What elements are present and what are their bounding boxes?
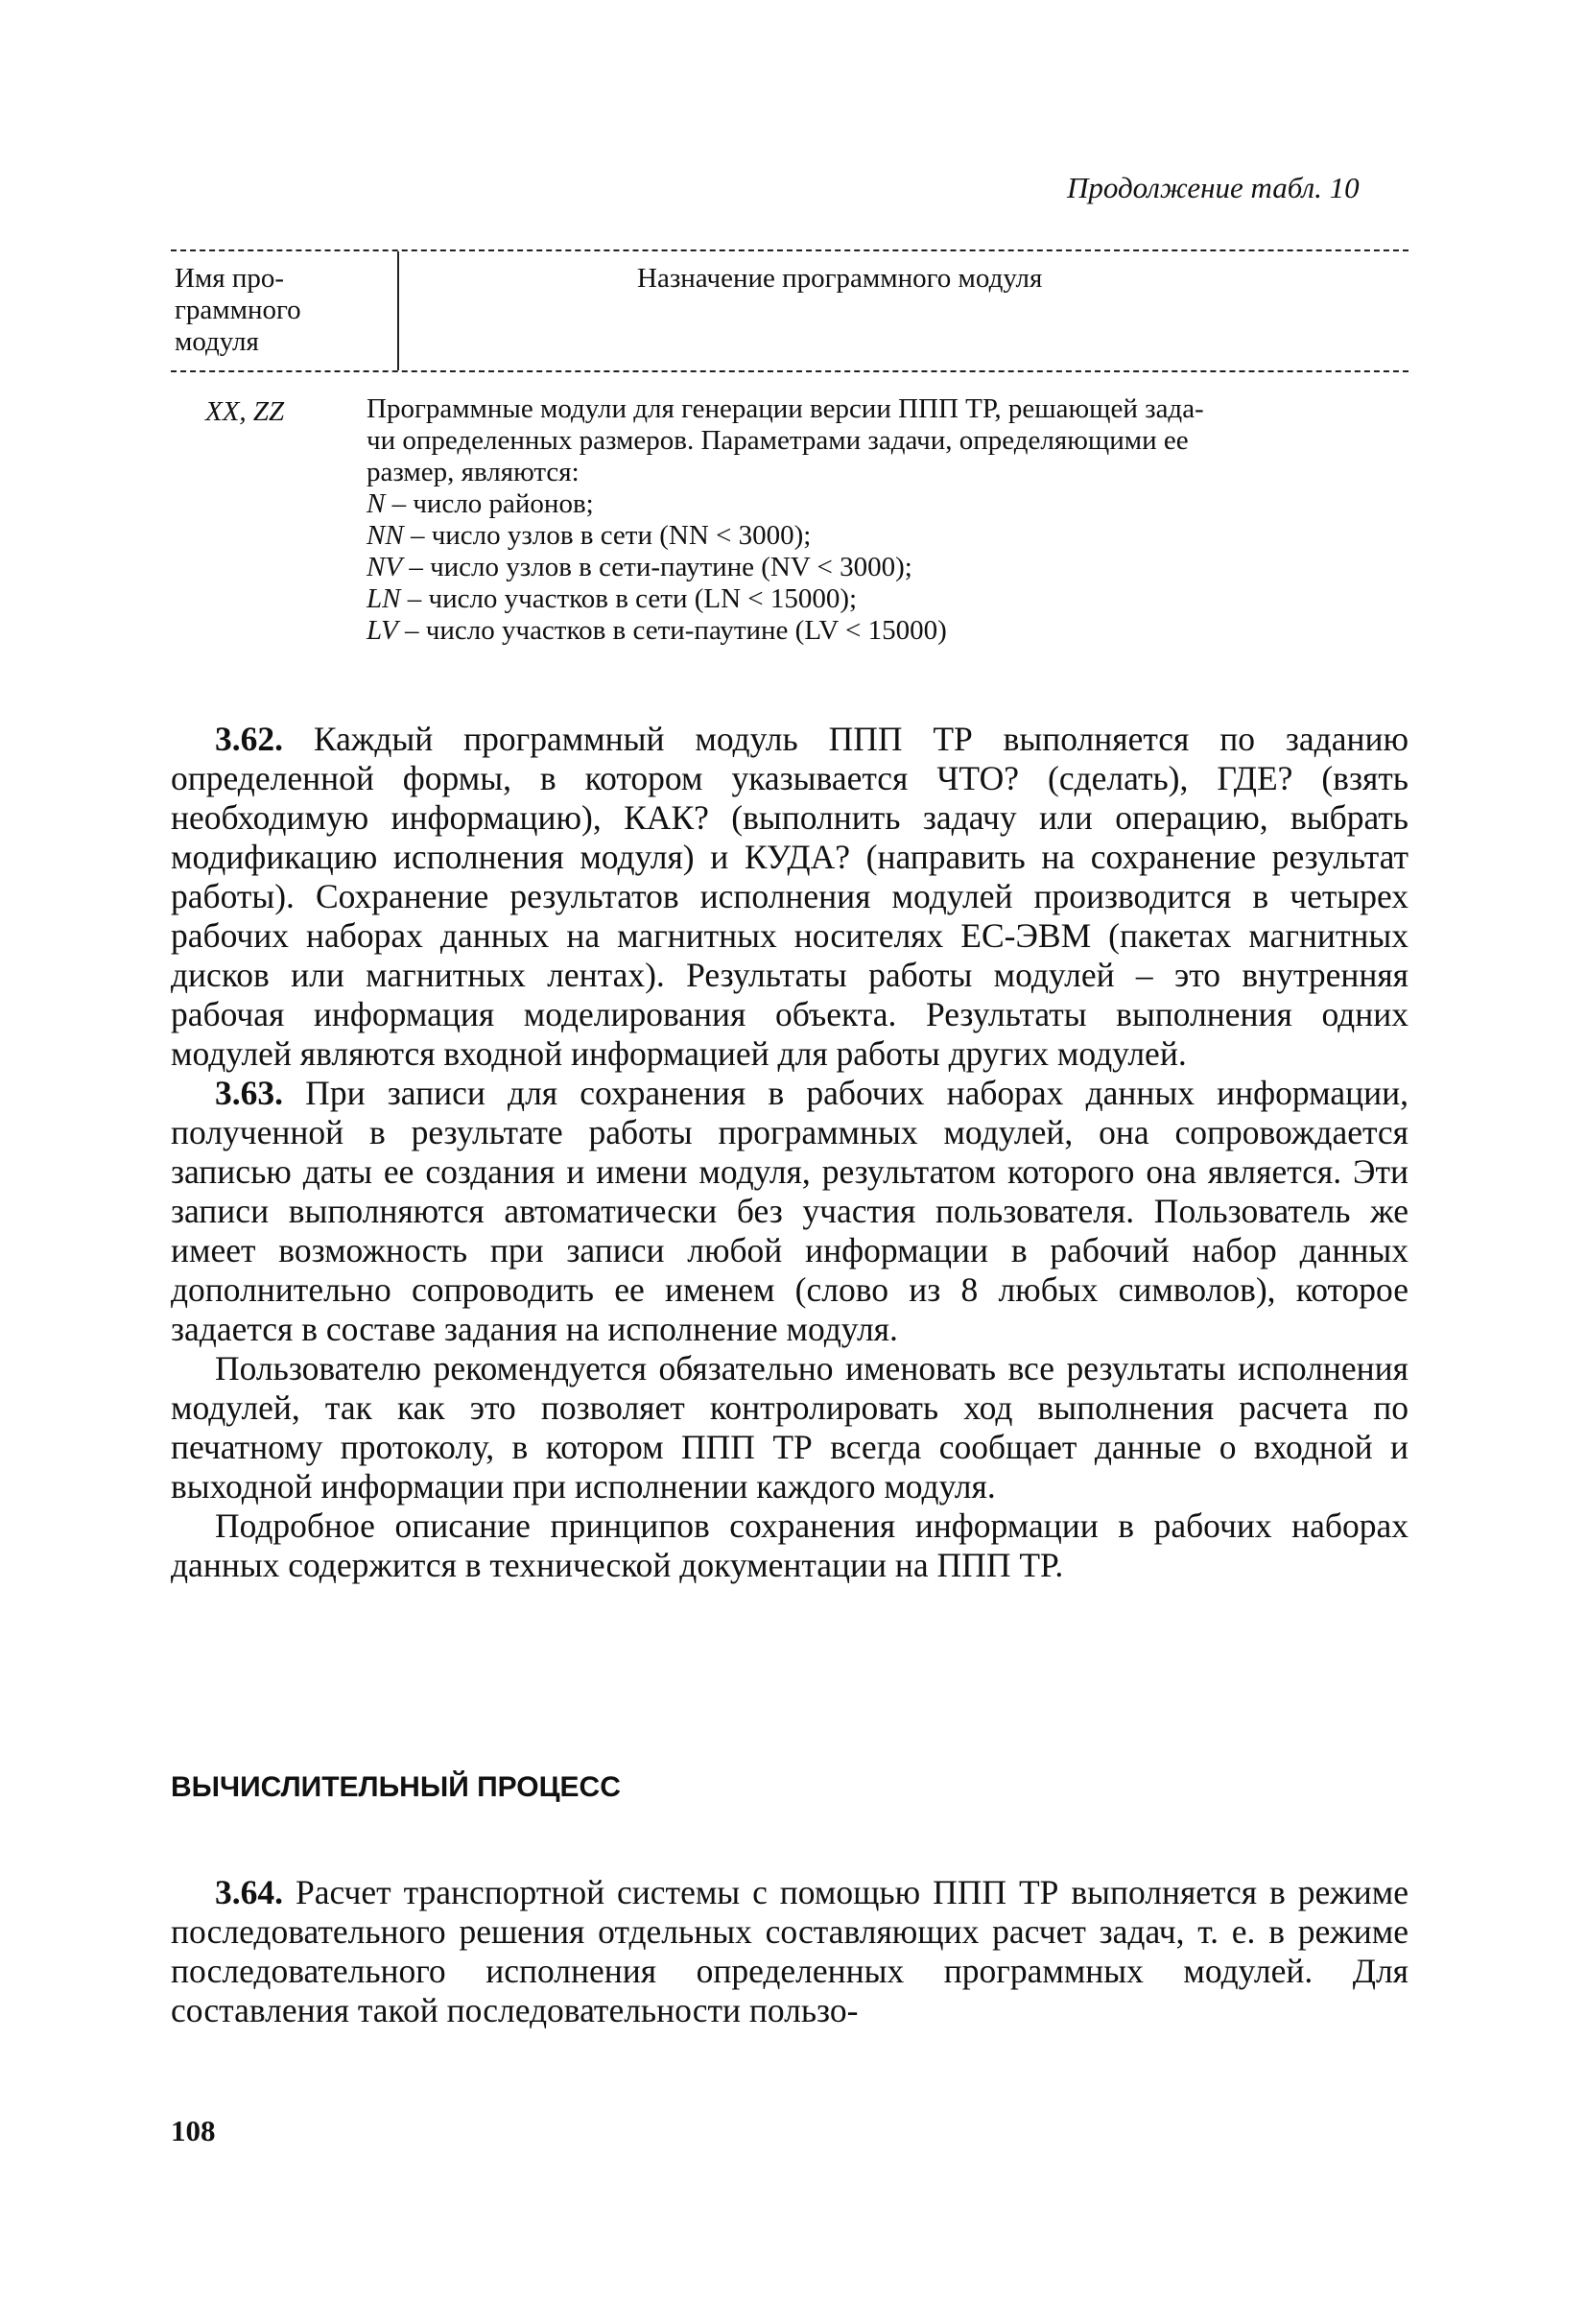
paragraph-documentation-reference <box>171 1506 1408 1585</box>
table-header-module-purpose: Назначение программного модуля <box>637 263 1043 294</box>
body-text <box>171 720 1408 1585</box>
paragraph-text: Каждый программный модуль ППП ТР выполняется по заданию определенной формы, в котором указывается ЧТО? (сделать), ГДЕ? (взять необходимую информацию), КАК? (выполнить задачу или операцию, выбрать модификацию исполнения модуля) и КУДА? (направить на сохранение результат работы). Сохранение результатов исполнения модулей производится в четырех рабочих наборах данных на магнитных носителях ЕС-ЭВМ (пакетах магнитных дисков или магнитных лентах). Результаты работы модулей – это внутренняя рабочая информация моделирования объекта. Результаты выполнения одних модулей являются входной информацией для работы других модулей. <box>171 720 1408 1073</box>
param-symbol: LN <box>367 583 401 614</box>
param-item <box>367 615 1414 647</box>
paragraph-3-62 <box>171 720 1408 1074</box>
table-continuation-label: Продолжение табл. 10 <box>1067 171 1360 204</box>
header-line: граммного <box>175 295 301 325</box>
param-symbol: N <box>367 488 386 519</box>
table-top-rule <box>171 249 1408 251</box>
header-line: Имя про- <box>175 263 285 294</box>
description-line: чи определенных размеров. Параметрами задачи, определяющими ее <box>367 425 1189 456</box>
param-item <box>367 583 1414 615</box>
table-header-module-name <box>175 263 386 358</box>
paragraph-text: Пользователю рекомендуется обязательно именовать все результаты исполнения модулей, так как это позволяет контролировать ход выполнения расчета по печатному протоколу, в котором ППП ТР всегда сообщает данные о входной и выходной информации при исполнении каждого модуля. <box>171 1349 1408 1506</box>
param-symbol: NV <box>367 552 403 582</box>
paragraph-naming-recommendation <box>171 1349 1408 1506</box>
table-column-divider <box>397 251 399 370</box>
section-heading: ВЫЧИСЛИТЕЛЬНЫЙ ПРОЦЕСС <box>171 1771 621 1803</box>
paragraph-text: Расчет транспортной системы с помощью ППП ТР выполняется в режиме последовательного решения отдельных составляющих расчет задач, т. е. в режиме последовательного исполнения определенных программных модулей. Для составления такой последовательности пользо- <box>171 1873 1408 2029</box>
param-text: – число узлов в сети-паутине (NV < 3000); <box>402 552 912 582</box>
description-line: Программные модули для генерации версии ППП ТР, решающей зада- <box>367 393 1204 424</box>
paragraph-text: Подробное описание принципов сохранения информации в рабочих наборах данных содержится в технической документации на ППП ТР. <box>171 1506 1408 1584</box>
paragraph-3-63 <box>171 1074 1408 1349</box>
param-text: – число участков в сети-паутине (LV < 15000) <box>397 615 947 646</box>
header-line: модуля <box>175 326 259 357</box>
section-body-text <box>171 1873 1408 2030</box>
table-row-module-name: XX, ZZ <box>205 396 285 427</box>
paragraph-3-64 <box>171 1873 1408 2030</box>
paragraph-number: 3.62. <box>215 720 283 758</box>
param-text: – число участков в сети (LN < 15000); <box>400 583 858 614</box>
paragraph-number: 3.64. <box>215 1873 283 1911</box>
param-symbol: LV <box>367 615 398 646</box>
param-symbol: NN <box>367 520 404 551</box>
param-item <box>367 520 1414 552</box>
param-text: – число районов; <box>385 488 594 519</box>
paragraph-number: 3.63. <box>215 1074 283 1112</box>
param-item <box>367 552 1414 583</box>
param-item <box>367 488 1414 520</box>
param-text: – число узлов в сети (NN < 3000); <box>403 520 812 551</box>
page-number: 108 <box>171 2114 216 2147</box>
description-line: размер, являются: <box>367 457 580 487</box>
table-header-rule <box>171 370 1408 372</box>
table-row-description <box>367 393 1414 647</box>
paragraph-text: При записи для сохранения в рабочих наборах данных информации, полученной в результате работы программных модулей, она сопровождается записью даты ее создания и имени модуля, результатом которого она является. Эти записи выполняются автоматически без участия пользователя. Пользователь же имеет возможность при записи любой информации в рабочий набор данных дополнительно сопроводить ее именем (слово из 8 любых символов), которое задается в составе задания на исполнение модуля. <box>171 1074 1408 1348</box>
